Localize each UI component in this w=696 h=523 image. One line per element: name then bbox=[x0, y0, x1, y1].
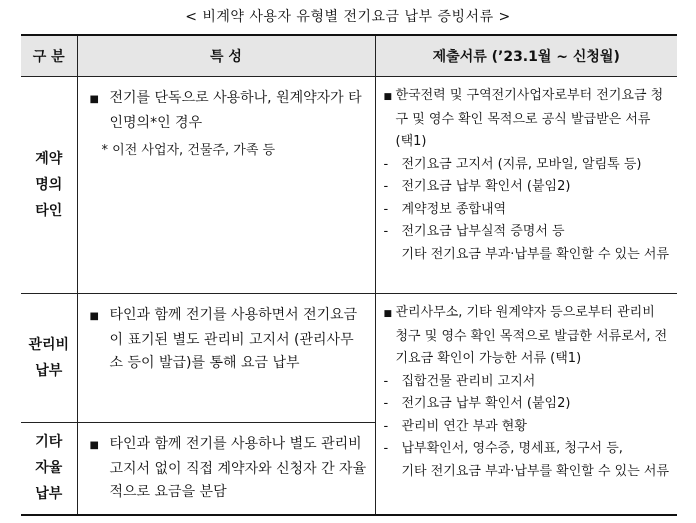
list-item: ■ 타인과 함께 전기를 사용하나 별도 관리비 고지서 없이 직접 계약자와 신청자 간 자율적으로 요금을 분담 bbox=[89, 436, 367, 500]
table-row bbox=[21, 294, 677, 423]
list-item: ■ 관리사무소, 기타 원계약자 등으로부터 관리비 청구 및 영수 확인 목적으로 발급한 서류로서, 전기요금 확인이 가능한 서류 (택1) bbox=[383, 305, 668, 366]
list-item: - 계약정보 종합내역 bbox=[383, 201, 507, 217]
list-item: - 관리비 연간 부과 현황 bbox=[383, 418, 527, 434]
footnote: * 이전 사업자, 건물주, 가족 등 bbox=[101, 143, 276, 158]
list-item: - 전기요금 납부실적 증명서 등 bbox=[383, 224, 565, 239]
list-item: 기타 전기요금 부과·납부를 확인할 수 있는 서류 bbox=[401, 463, 670, 479]
header-category: 구 분 bbox=[21, 35, 77, 77]
header-documents: 제출서류 (’23.1월 ~ 신청월) bbox=[375, 35, 677, 77]
list-item: - 집합건물 관리비 고지서 bbox=[383, 373, 536, 389]
page-title: < 비계약 사용자 유형별 전기요금 납부 증빙서류 > bbox=[185, 9, 511, 25]
row-label: 계약 명의 타인 bbox=[21, 77, 77, 294]
row-label: 관리비 납부 bbox=[21, 294, 77, 423]
row-characteristic bbox=[77, 294, 375, 423]
row-documents bbox=[375, 294, 677, 515]
list-item: - 전기요금 납부 확인서 (붙임2) bbox=[383, 179, 571, 194]
list-item: - 전기요금 납부 확인서 (붙임2) bbox=[383, 396, 571, 411]
list-item: 기타 전기요금 부과·납부를 확인할 수 있는 서류 bbox=[401, 246, 670, 262]
list-item: - 전기요금 고지서 (지류, 모바일, 알림톡 등) bbox=[383, 156, 642, 172]
row-characteristic bbox=[77, 77, 375, 294]
list-item: ■ 한국전력 및 구역전기사업자로부터 전기요금 청구 및 영수 확인 목적으로 공식 발급받은 서류 (택1) bbox=[383, 88, 664, 149]
row-documents bbox=[375, 77, 677, 294]
list-item: ■ 타인과 함께 전기를 사용하면서 전기요금이 표기된 별도 관리비 고지서 (관리사무소 등이 발급)를 통해 요금 납부 bbox=[89, 307, 358, 371]
row-label: 기타 자율 납부 bbox=[21, 423, 77, 515]
row-characteristic bbox=[77, 423, 375, 515]
table-row bbox=[21, 77, 677, 294]
header-characteristics: 특 성 bbox=[77, 35, 375, 77]
list-item: ■ 전기를 단독으로 사용하나, 원계약자가 타인명의*인 경우 bbox=[89, 90, 362, 131]
list-item: - 납부확인서, 영수증, 명세표, 청구서 등, bbox=[383, 441, 623, 456]
document-table bbox=[21, 34, 677, 516]
table-header-row bbox=[21, 35, 677, 77]
